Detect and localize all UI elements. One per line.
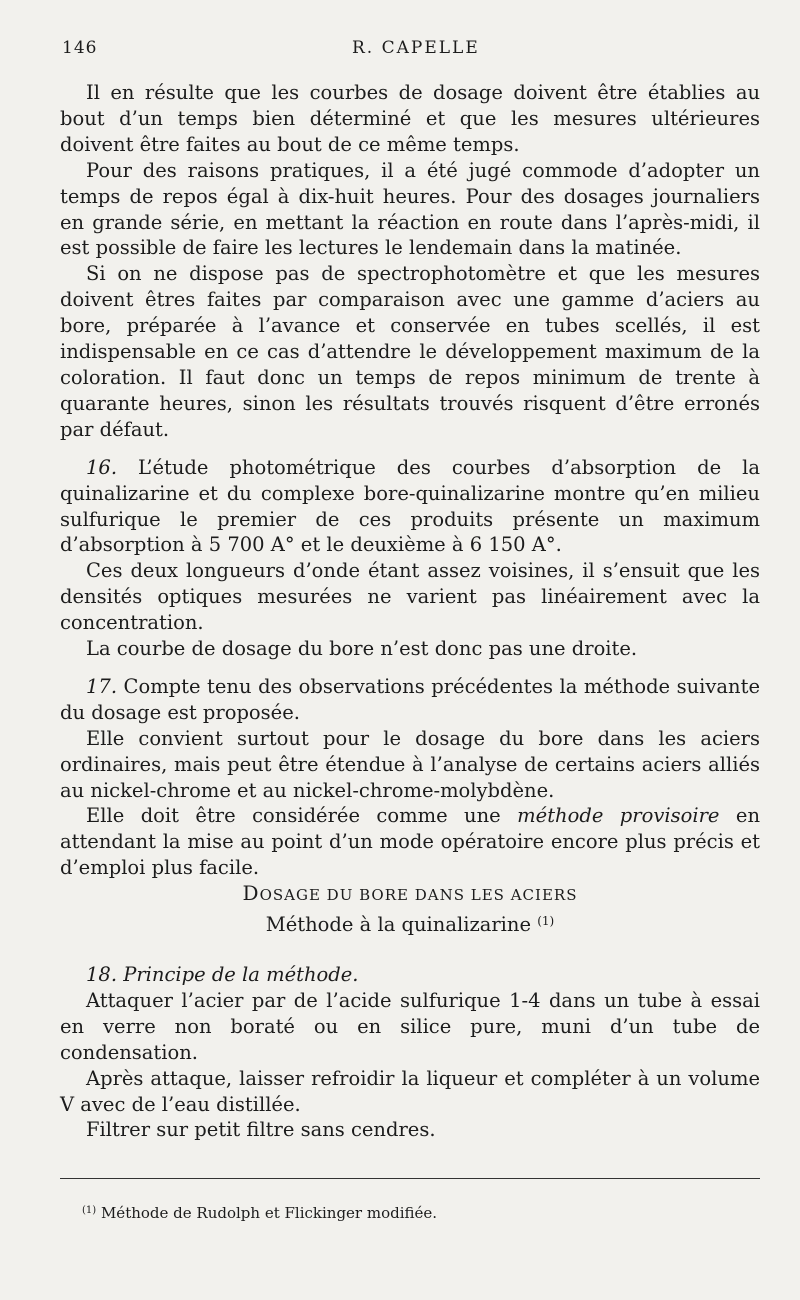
paragraph-17-text: Compte tenu des observations précédentes la méthode suivante du dosage est proposée. bbox=[60, 674, 760, 724]
running-title: R. CAPELLE bbox=[352, 38, 480, 58]
section-number-16: 16. bbox=[86, 455, 118, 479]
body-text bbox=[60, 80, 760, 1143]
section-heading-rest: OSAGE DU BORE DANS LES ACIERS bbox=[259, 886, 578, 905]
paragraph-10: Attaquer l’acier par de l’acide sulfurique 1-4 dans un tube à essai en verre non boraté ou en silice pure, muni d’un tube de condensation. bbox=[60, 988, 760, 1064]
paragraph-17 bbox=[60, 674, 760, 726]
method-title bbox=[60, 909, 760, 938]
footnote-text: Méthode de Rudolph et Flickinger modifiée. bbox=[100, 1204, 438, 1222]
paragraph-11: Après attaque, laisser refroidir la liqueur et compléter à un volume V avec de l’eau distillée. bbox=[60, 1066, 760, 1116]
footnote-marker: (1) bbox=[82, 1205, 97, 1216]
paragraph-12: Filtrer sur petit filtre sans cendres. bbox=[86, 1118, 436, 1142]
paragraph-3: Si on ne dispose pas de spectrophotomètre et que les mesures doivent êtres faites par comparaison avec une gamme d’aciers au bore, préparée à l’avance et conservée en tubes scellés, il est indispensable en ce cas d’attendre le développement maximum de la coloration. Il faut donc un temps de repos minimum de trente à quarante heures, sinon les résultats trouvés risquent d’être erronés par défaut. bbox=[60, 262, 760, 441]
paragraph-6: La courbe de dosage du bore n’est donc pas une droite. bbox=[86, 637, 638, 661]
paragraph-9-end: en attendant la mise au point d’un mode opératoire encore plus précis et d’emploi plus facile. bbox=[60, 804, 761, 880]
page-header bbox=[62, 38, 760, 64]
paragraph-16-text: L’étude photométrique des courbes d’absorption de la quinalizarine et du complexe bore-quinalizarine montre qu’en milieu sulfurique le premier de ces produits présente un maximum d’absorption à 5 700 A° et le deuxième à 6 150 A°. bbox=[60, 455, 760, 557]
footnote-rule bbox=[60, 1178, 760, 1179]
page-number: 146 bbox=[62, 38, 98, 58]
footnote-reference: (1) bbox=[537, 914, 555, 929]
section-heading-initial: D bbox=[242, 881, 260, 906]
paragraph-2: Pour des raisons pratiques, il a été jugé commode d’adopter un temps de repos égal à dix-huit heures. Pour des dosages journaliers en grande série, en mettant la réaction en route dans l’après-midi, il est possible de faire les lectures le lendemain dans la matinée. bbox=[60, 158, 760, 260]
method-title-text: Méthode à la quinalizarine bbox=[265, 913, 532, 937]
paragraph-9 bbox=[60, 803, 760, 881]
paragraph-8: Elle convient surtout pour le dosage du bore dans les aciers ordinaires, mais peut être étendue à l’analyse de certains aciers alliés au nickel-chrome et au nickel-chrome-molybdène. bbox=[60, 726, 760, 802]
paragraph-9-start: Elle doit être considérée comme une bbox=[86, 804, 501, 828]
footnote bbox=[82, 1204, 762, 1222]
paragraph-9-emphasis: méthode provisoire bbox=[517, 804, 720, 828]
paragraph-5: Ces deux longueurs d’onde étant assez voisines, il s’ensuit que les densités optiques mesurées ne varient pas linéairement avec la concentration. bbox=[60, 559, 760, 635]
section-number-17: 17. bbox=[86, 674, 118, 698]
paragraph-1: Il en résulte que les courbes de dosage doivent être établies au bout d’un temps bien déterminé et que les mesures ultérieures doivent être faites au bout de ce même temps. bbox=[60, 81, 760, 156]
section-heading bbox=[60, 881, 760, 909]
paragraph-16 bbox=[60, 455, 760, 559]
sub-heading: 18. Principe de la méthode. bbox=[86, 963, 359, 986]
